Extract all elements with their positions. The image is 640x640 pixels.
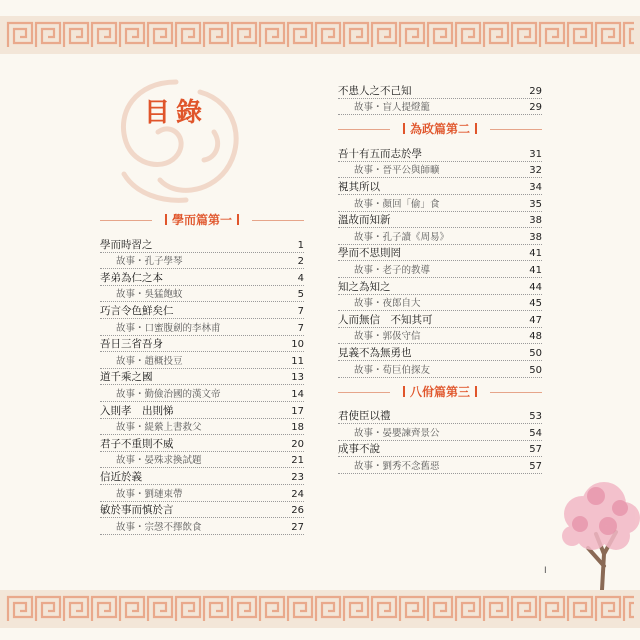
toc-left-column: [100, 206, 304, 535]
entry-title: 學而時習之: [100, 238, 153, 251]
toc-entry[interactable]: [100, 302, 304, 319]
toc-entry[interactable]: [338, 278, 542, 295]
entry-title: 君使臣以禮: [338, 410, 391, 423]
entry-title: 巧言令色鮮矣仁: [100, 304, 174, 317]
entry-page-number: 45: [529, 298, 542, 310]
toc-story-entry[interactable]: [100, 286, 304, 303]
toc-entry[interactable]: [100, 336, 304, 353]
entry-title: 故事・老子的教導: [354, 264, 431, 276]
top-decorative-border: [0, 16, 640, 54]
section-title: 為政篇第二: [390, 120, 490, 137]
entry-title: 知之為知之: [338, 280, 391, 293]
toc-entry[interactable]: [100, 269, 304, 286]
toc-entry[interactable]: [100, 236, 304, 253]
entry-page-number: 57: [529, 460, 542, 472]
entry-title: 故事・勤儉治國的漢文帝: [116, 388, 221, 400]
entry-title: 故事・晏殊求換試題: [116, 455, 202, 467]
toc-story-entry[interactable]: [100, 352, 304, 369]
entry-title: 故事・趙概投豆: [116, 355, 183, 367]
toc-story-entry[interactable]: [100, 518, 304, 535]
entry-title: 道千乘之國: [100, 371, 153, 384]
entry-title: 故事・宗愨不擇飲食: [116, 521, 202, 533]
entry-title: 故事・盲人提燈籠: [354, 102, 431, 114]
toc-entry[interactable]: [338, 408, 542, 425]
section-title: 學而篇第一: [152, 211, 252, 228]
entry-page-number: 35: [529, 198, 542, 210]
entry-title: 君子不重則不威: [100, 437, 174, 450]
toc-story-entry[interactable]: [100, 385, 304, 402]
entry-title: 故事・緹縈上書救父: [116, 422, 202, 434]
entry-page-number: 18: [291, 422, 304, 434]
bottom-decorative-border: [0, 590, 640, 628]
entry-title: 溫故而知新: [338, 214, 391, 227]
entry-page-number: 17: [291, 405, 304, 417]
toc-story-entry[interactable]: [338, 261, 542, 278]
entry-page-number: 44: [529, 281, 542, 293]
entry-page-number: 23: [291, 471, 304, 483]
entry-page-number: 20: [291, 438, 304, 450]
entry-title: 故事・荀巨伯探友: [354, 364, 431, 376]
toc-entry[interactable]: [338, 178, 542, 195]
toc-story-entry[interactable]: [338, 361, 542, 378]
entry-title: 故事・晉平公與師曠: [354, 165, 440, 177]
entry-page-number: 13: [291, 372, 304, 384]
entry-title: 吾日三省吾身: [100, 338, 163, 351]
section-header: [338, 384, 542, 400]
toc-entry[interactable]: [338, 212, 542, 229]
toc-entry[interactable]: [338, 344, 542, 361]
toc-story-entry[interactable]: [338, 295, 542, 312]
entry-title: 孝弟為仁之本: [100, 271, 163, 284]
page-title: 目錄: [144, 98, 209, 128]
blossom-tree-illustration: [552, 474, 640, 590]
entry-title: 信近於義: [100, 470, 142, 483]
entry-page-number: 26: [291, 505, 304, 517]
toc-entry[interactable]: [338, 441, 542, 458]
entry-page-number: 21: [291, 455, 304, 467]
entry-title: 故事・孔子讀《周易》: [354, 231, 450, 243]
entry-title: 吾十有五而志於學: [338, 147, 422, 160]
toc-story-entry[interactable]: [100, 419, 304, 436]
toc-story-entry[interactable]: [338, 162, 542, 179]
entry-page-number: 7: [297, 305, 304, 317]
entry-page-number: 41: [529, 264, 542, 276]
toc-story-entry[interactable]: [100, 319, 304, 336]
entry-title: 故事・顏回「偷」食: [354, 198, 440, 210]
toc-story-entry[interactable]: [100, 452, 304, 469]
entry-title: 故事・劉璉束帶: [116, 488, 183, 500]
entry-page-number: 1: [297, 239, 304, 251]
entry-page-number: 57: [529, 444, 542, 456]
entry-page-number: 10: [291, 339, 304, 351]
fret-pattern: [6, 21, 634, 49]
entry-page-number: 38: [529, 231, 542, 243]
entry-title: 故事・劉秀不念舊惡: [354, 460, 440, 472]
page-number: I: [544, 566, 547, 576]
toc-entry[interactable]: [338, 245, 542, 262]
toc-entry[interactable]: [338, 311, 542, 328]
entry-title: 故事・孔子學琴: [116, 256, 183, 268]
toc-story-entry[interactable]: [338, 228, 542, 245]
toc-entry[interactable]: [100, 369, 304, 386]
toc-entry[interactable]: [338, 82, 542, 99]
entry-title: 故事・晏嬰諫齊景公: [354, 427, 440, 439]
entry-page-number: 38: [529, 215, 542, 227]
entry-page-number: 54: [529, 427, 542, 439]
entry-title: 故事・口蜜腹劍的李林甫: [116, 322, 221, 334]
entry-title: 成事不說: [338, 443, 380, 456]
toc-entry[interactable]: [338, 145, 542, 162]
toc-story-entry[interactable]: [338, 99, 542, 116]
entry-page-number: 11: [291, 355, 304, 367]
toc-story-entry[interactable]: [338, 424, 542, 441]
entry-page-number: 32: [529, 165, 542, 177]
entry-title: 見義不為無勇也: [338, 346, 412, 359]
toc-entry[interactable]: [100, 435, 304, 452]
entry-title: 故事・吳猛飽蚊: [116, 289, 183, 301]
entry-page-number: 29: [529, 102, 542, 114]
entry-page-number: 34: [529, 181, 542, 193]
entry-title: 不患人之不己知: [338, 84, 412, 97]
entry-page-number: 27: [291, 521, 304, 533]
section-header: [100, 212, 304, 228]
toc-entry[interactable]: [100, 502, 304, 519]
toc-story-entry[interactable]: [100, 485, 304, 502]
entry-page-number: 2: [297, 256, 304, 268]
entry-page-number: 14: [291, 388, 304, 400]
entry-page-number: 5: [297, 289, 304, 301]
toc-story-entry[interactable]: [338, 457, 542, 474]
entry-page-number: 53: [529, 411, 542, 423]
entry-title: 學而不思則罔: [338, 247, 401, 260]
entry-title: 入則孝 出則悌: [100, 404, 174, 417]
entry-page-number: 29: [529, 85, 542, 97]
toc-story-entry[interactable]: [100, 253, 304, 270]
entry-page-number: 48: [529, 331, 542, 343]
entry-page-number: 7: [297, 322, 304, 334]
toc-entry[interactable]: [100, 402, 304, 419]
toc-right-column: [338, 82, 542, 474]
toc-story-entry[interactable]: [338, 195, 542, 212]
entry-page-number: 41: [529, 248, 542, 260]
section-title: 八佾篇第三: [390, 383, 490, 400]
entry-title: 故事・郭伋守信: [354, 331, 421, 343]
entry-page-number: 31: [529, 148, 542, 160]
section-header: [338, 121, 542, 137]
toc-entry[interactable]: [100, 468, 304, 485]
entry-page-number: 47: [529, 314, 542, 326]
entry-page-number: 4: [297, 272, 304, 284]
fret-pattern: [6, 595, 634, 623]
entry-page-number: 24: [291, 488, 304, 500]
entry-title: 故事・夜郎自大: [354, 298, 421, 310]
entry-title: 視其所以: [338, 180, 380, 193]
cloud-swirl-decoration: [96, 62, 256, 212]
entry-title: 敏於事而慎於言: [100, 504, 174, 517]
entry-title: 人而無信 不知其可: [338, 313, 433, 326]
toc-story-entry[interactable]: [338, 328, 542, 345]
entry-page-number: 50: [529, 347, 542, 359]
entry-page-number: 50: [529, 364, 542, 376]
